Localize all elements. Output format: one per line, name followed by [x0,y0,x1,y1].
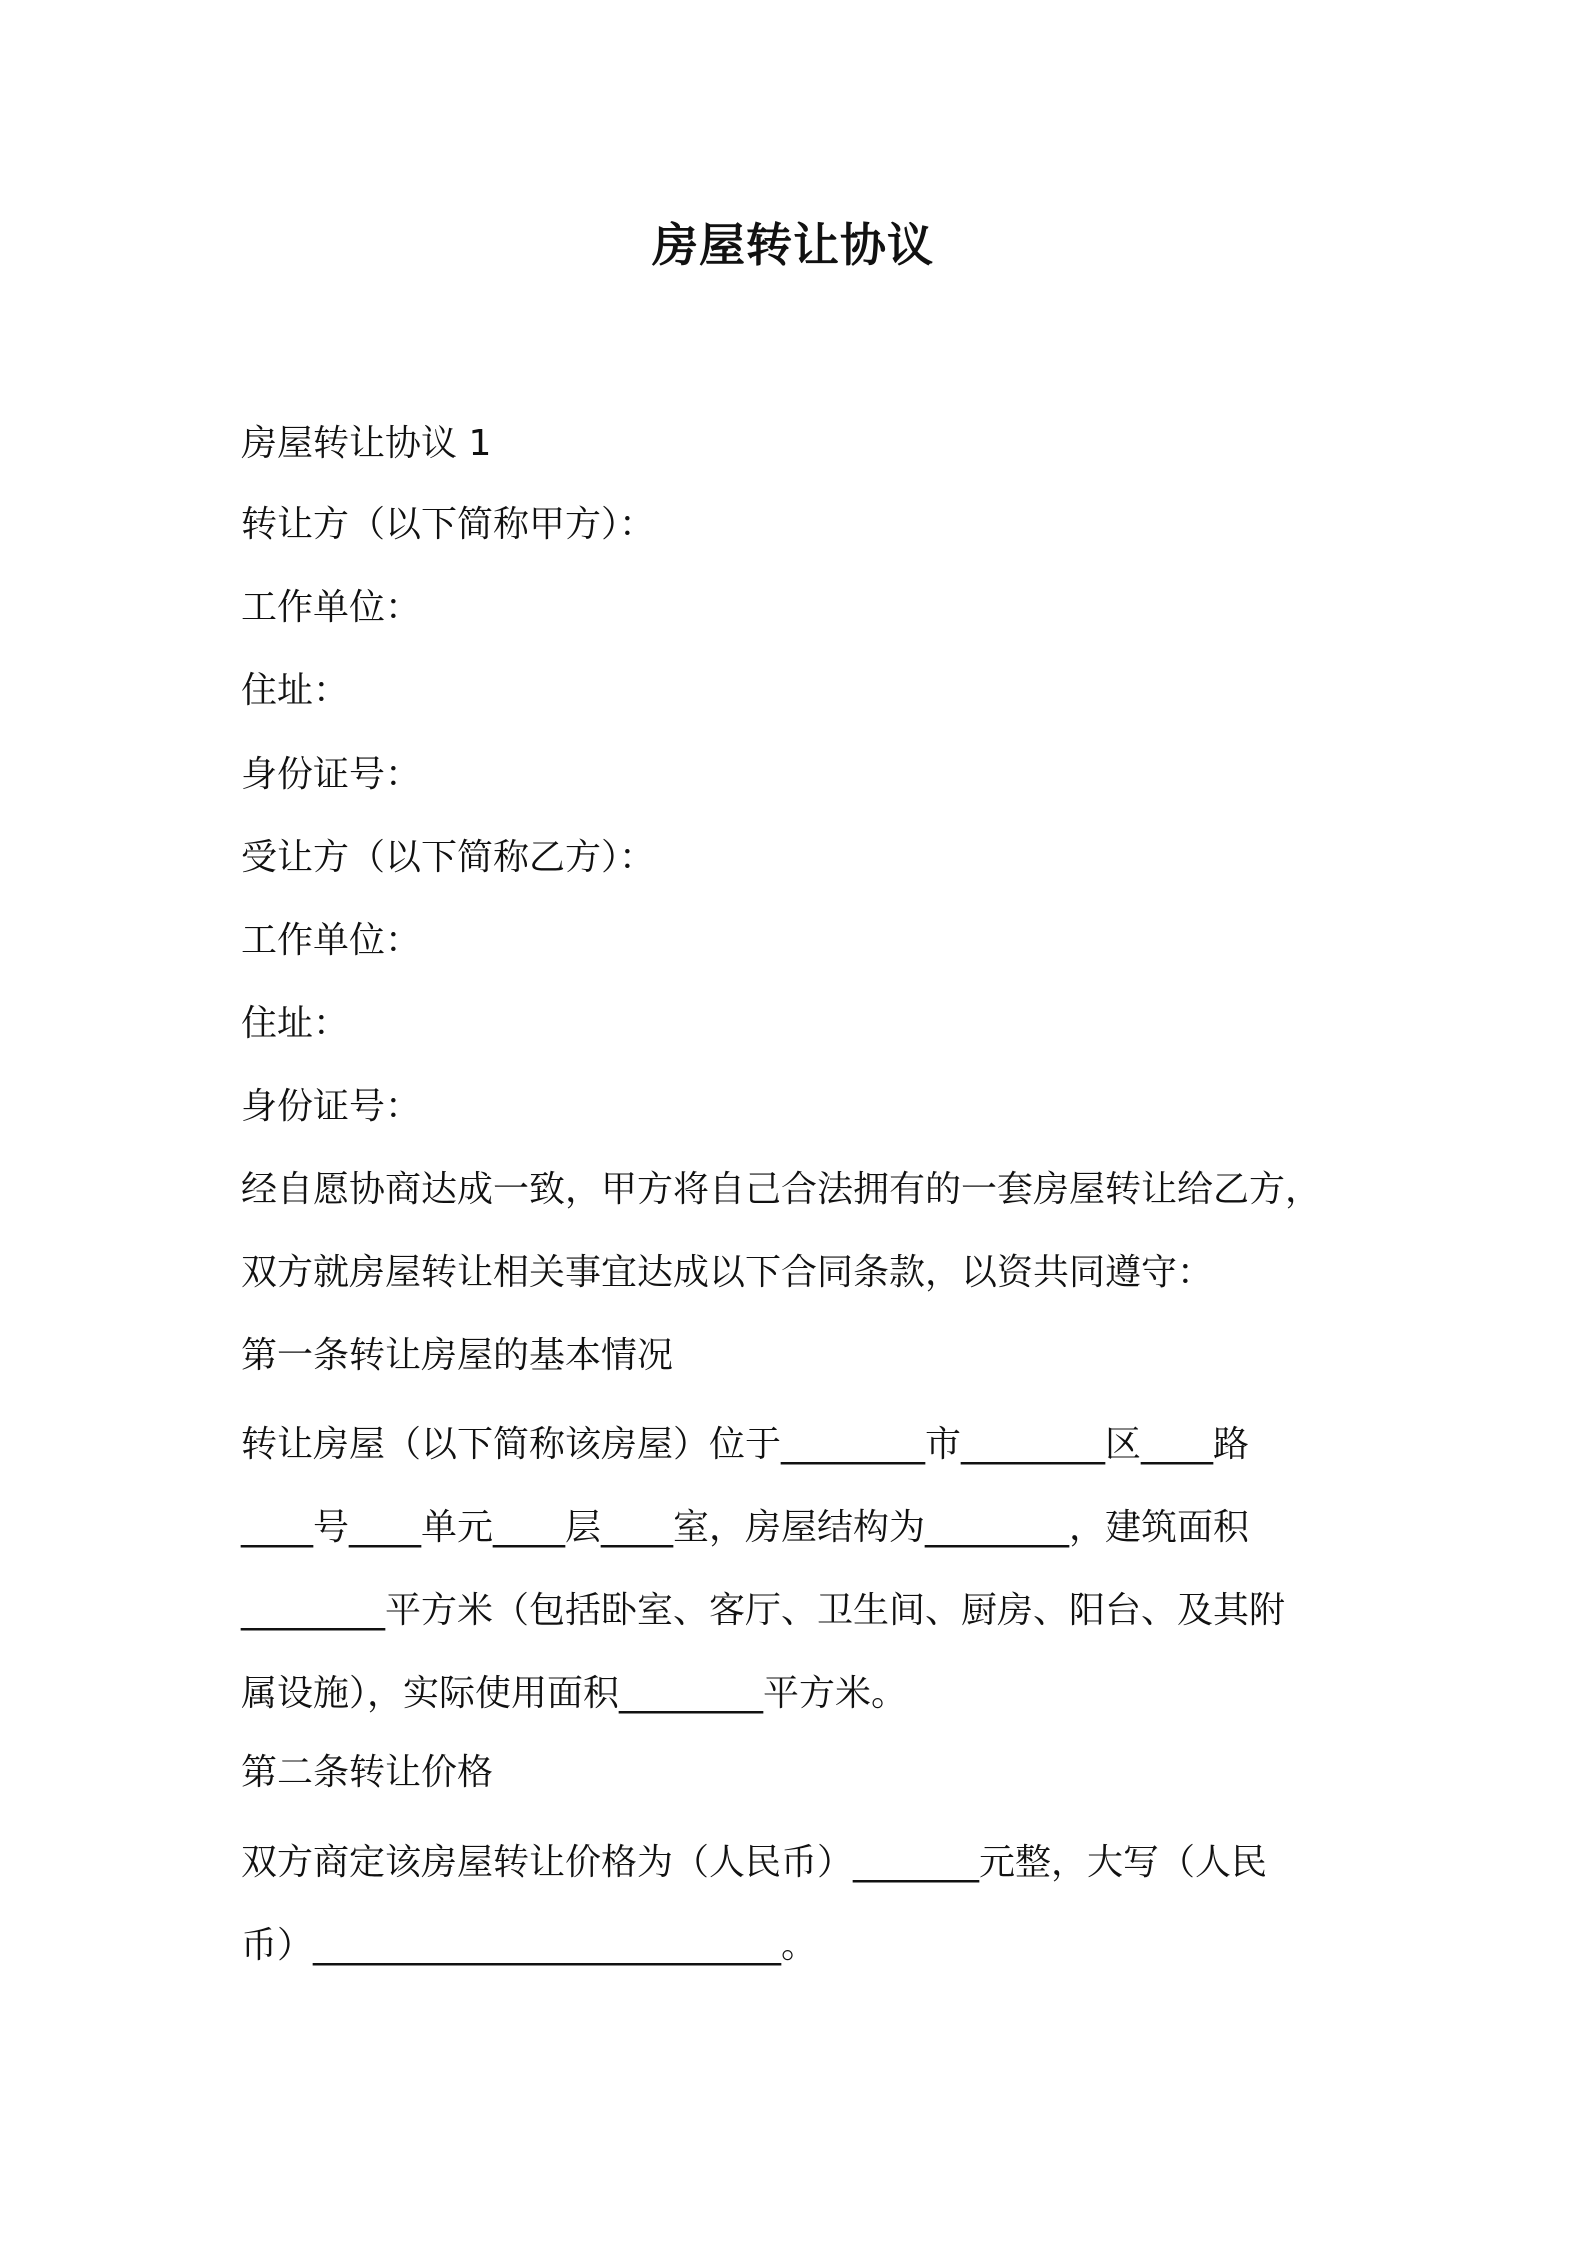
article-2-heading: 第二条转让价格 [241,1752,494,1793]
article-1-text-line-1: 转让房屋（以下简称该房屋）位于________市________区____路 [241,1424,1250,1465]
article-1-text-line-2: ____号____单元____层____室，房屋结构为________，建筑面积 [241,1507,1250,1548]
article-2-text-line-2: 币）__________________________。 [241,1925,817,1966]
preamble-line-2: 双方就房屋转让相关事宜达成以下合同条款，以资共同遵守： [241,1252,1214,1293]
agreement-subtitle: 房屋转让协议 1 [241,423,492,464]
transferor-address-label: 住址： [241,670,350,711]
article-2-text-line-1: 双方商定该房屋转让价格为（人民币）_______元整，大写（人民 [241,1842,1268,1883]
article-1-heading: 第一条转让房屋的基本情况 [241,1335,674,1376]
transferee-id-label: 身份证号： [241,1086,422,1127]
preamble-line-1: 经自愿协商达成一致，甲方将自己合法拥有的一套房屋转让给乙方， [241,1169,1322,1210]
article-1-text-line-4: 属设施），实际使用面积________平方米。 [241,1673,908,1714]
transferee-address-label: 住址： [241,1003,350,1044]
transferee-employer-label: 工作单位： [241,920,422,961]
article-1-text-line-3: ________平方米（包括卧室、客厅、卫生间、厨房、阳台、及其附 [241,1590,1286,1631]
transferor-label: 转让方（以下简称甲方）： [241,504,656,545]
transferor-id-label: 身份证号： [241,754,422,795]
document-title: 房屋转让协议 [652,218,934,272]
transferor-employer-label: 工作单位： [241,587,422,628]
transferee-label: 受让方（以下简称乙方）： [241,837,656,878]
